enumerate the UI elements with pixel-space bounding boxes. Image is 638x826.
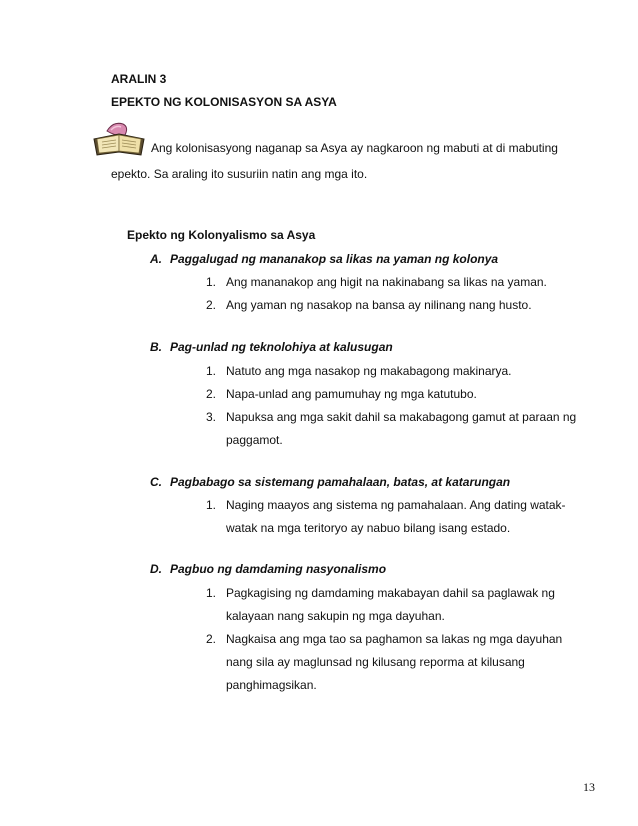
item-text-continuation: paggamot. bbox=[226, 433, 283, 447]
list-item bbox=[206, 298, 532, 312]
item-text: Natuto ang mga nasakop ng makabagong makinarya. bbox=[226, 364, 512, 378]
item-text-continuation: kalayaan nang sakupin ng mga dayuhan. bbox=[226, 609, 445, 623]
intro-line-1: Ang kolonisasyong naganap sa Asya ay nagkaroon ng mabuti at di mabuting bbox=[151, 141, 558, 155]
section-title: Pagbuo ng damdaming nasyonalismo bbox=[170, 562, 387, 576]
item-number: 1. bbox=[206, 275, 217, 289]
section-a-heading bbox=[150, 252, 498, 266]
item-number: 2. bbox=[206, 632, 217, 646]
item-number: 1. bbox=[206, 364, 217, 378]
section-letter: B. bbox=[150, 340, 162, 354]
item-text: Napuksa ang mga sakit dahil sa makabagong gamut at paraan ng bbox=[226, 410, 577, 424]
item-text: Pagkagising ng damdaming makabayan dahil sa paglawak ng bbox=[226, 586, 555, 600]
page-number: 13 bbox=[583, 780, 595, 794]
section-d-heading bbox=[150, 562, 386, 576]
item-text: Naging maayos ang sistema ng pamahalaan. Ang dating watak- bbox=[226, 498, 566, 512]
lesson-label: ARALIN 3 bbox=[111, 72, 167, 86]
section-c-heading bbox=[150, 475, 510, 489]
section-letter: C. bbox=[150, 475, 162, 489]
section-title: Paggalugad ng mananakop sa likas na yaman ng kolonya bbox=[170, 252, 499, 266]
item-text: Napa-unlad ang pamumuhay ng mga katutubo. bbox=[226, 387, 477, 401]
item-number: 3. bbox=[206, 410, 217, 424]
item-text-continuation: panghimagsikan. bbox=[226, 678, 317, 692]
section-title: Pagbabago sa sistemang pamahalaan, batas, at katarungan bbox=[170, 475, 511, 489]
list-item bbox=[206, 364, 512, 378]
list-item bbox=[206, 586, 555, 600]
section-title: Pag-unlad ng teknolohiya at kalusugan bbox=[170, 340, 393, 354]
item-number: 1. bbox=[206, 586, 217, 600]
lesson-title: EPEKTO NG KOLONISASYON SA ASYA bbox=[111, 95, 337, 109]
item-number: 2. bbox=[206, 298, 217, 312]
item-text: Ang yaman ng nasakop na bansa ay nilinang nang husto. bbox=[226, 298, 532, 312]
effects-heading: Epekto ng Kolonyalismo sa Asya bbox=[127, 228, 316, 242]
item-text-continuation: nang sila ay maglunsad ng kilusang reporma at kilusang bbox=[226, 655, 525, 669]
section-b-heading bbox=[150, 340, 393, 354]
list-item bbox=[206, 275, 547, 289]
intro-line-2: epekto. Sa araling ito susuriin natin ang mga ito. bbox=[111, 167, 368, 181]
section-letter: D. bbox=[150, 562, 162, 576]
list-item bbox=[206, 498, 566, 512]
item-text: Nagkaisa ang mga tao sa paghamon sa lakas ng mga dayuhan bbox=[226, 632, 563, 646]
item-number: 1. bbox=[206, 498, 217, 512]
item-text: Ang mananakop ang higit na nakinabang sa likas na yaman. bbox=[226, 275, 547, 289]
list-item bbox=[206, 387, 477, 401]
section-letter: A. bbox=[150, 252, 162, 266]
list-item bbox=[206, 632, 562, 646]
item-number: 2. bbox=[206, 387, 217, 401]
item-text-continuation: watak na mga teritoryo ay nabuo bilang isang estado. bbox=[226, 521, 511, 535]
open-book-icon bbox=[91, 121, 147, 161]
list-item bbox=[206, 410, 576, 424]
